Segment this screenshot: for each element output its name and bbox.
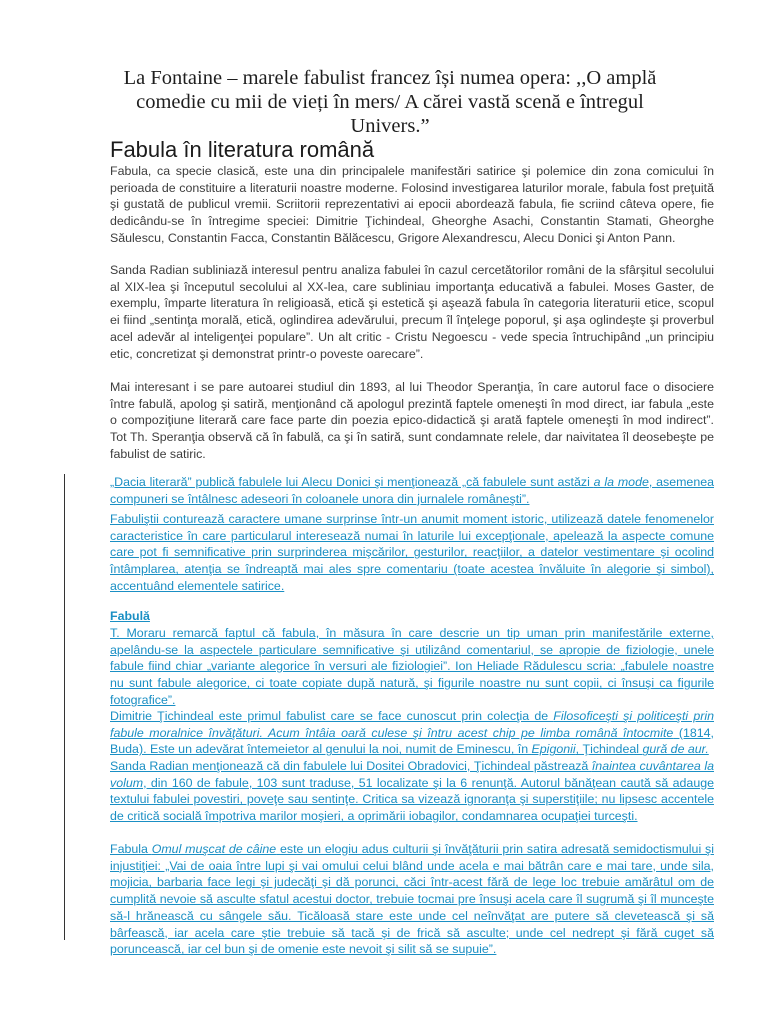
- note-text: Dimitrie Ţichindeal este primul fabulist care se face cunoscut prin colecţia de: [110, 709, 554, 723]
- paragraph-1: Fabula, ca specie clasică, este una din principalele manifestări satirice şi polemice din zona comicului în perioada de constituire a literaturii noastre moderne. Folosind investigarea laturilor morale, fabula fost preţuită şi gustată de publicul vremii. Scriitorii reprezentativi ai epocii abordează fabula, fie scriind câteva opere, fie dedicându-se în întregime speciei: Dimitrie Ţichindeal, Gheorghe Asachi, Constantin Stamati, Gheorghe Săulescu, Constantin Facca, Constantin Bălăcescu, Grigore Alexandrescu, Alecu Donici şi Anton Pann.: [110, 164, 714, 245]
- note-dacia-literara[interactable]: [110, 474, 714, 507]
- note-text: , Ţichindeal: [575, 742, 643, 757]
- note-moraru[interactable]: T. Moraru remarcă faptul că fabula, în măsura în care descrie un tip uman prin manifestările externe, apelându-se la aspectele particulare semnificative şi utilizând comentariul, se apropie de fiziologie, unele fabule fiind chiar „variante alegorice în versuri ale fiziologiei”. Ion Heliade Rădulescu scria: „fabulele noastre nu sunt fabule alegorice, ci toate copiate după natură, şi figurile noastre nu sunt copii, ci însuşi ca figurile fotografice”.: [110, 626, 714, 707]
- note-text: este un elogiu adus culturii şi învăţăturii prin satira adresată semidoctismului şi injustiţiei: „Vai de oaia între lupi şi vai omului celui blând unde acela e mai bătrân care e mai tare, unde sila, mojicia, barbaria face legi şi judecăţi şi dă porunci, căci într-acest fără de lege loc trebuie amărâtul om de cumplită nevoie să asculte sfatul acestui doctor, trebuie tocmai pre însuşi acela care îl sugrumă şi îl munceşte să-l hrănească cu sângele său. Ticăloasă stare este unde cel neînvăţat are putere să clevetească şi să bârfească, iar acela care ştie trebuie să tacă şi de frică să asculte; unde cel nedrept şi fără cuget să poruncească, iar cel bun şi de omenie este nevoit şi silit să se supuie”.: [110, 842, 714, 957]
- note-text: (1814, Buda). Este un adevărat întemeietor al genului la noi, numit de Eminescu, în: [110, 725, 714, 757]
- note-italic: Filosoficeşti şi politiceşti prin fabule moralnice învăţături. Acum întâia oară culese şi întru acest chip pe limba română întocmite: [110, 709, 714, 740]
- note-omul-muscat[interactable]: [110, 841, 714, 958]
- left-margin-rule: [64, 474, 65, 940]
- note-text: , din 160 de fabule, 103 sunt traduse, 51 localizate şi la 6 renunţă. Autorul bănăţean caută să adauge textului fabulei povestiri, poveţe sau sentinţe. Critica sa vizează ignoranţa şi superstiţiile; nu lipsesc accentele de critică socială împotriva marilor moşieri, a oprimării iobagilor, condamnarea ocupaţiei turceşti.: [110, 775, 714, 824]
- subheading-fabula[interactable]: Fabulă: [110, 609, 150, 623]
- note-radian-obradovici[interactable]: [110, 758, 714, 825]
- paragraph-2: Sanda Radian subliniază interesul pentru analiza fabulei în cazul cercetătorilor români de la sfârşitul secolului al XIX-lea şi începutul secolului al XX-lea, care subliniau importanţa educativă a fabulei. Moses Gaster, de exemplu, împarte literatura în religioasă, etică şi estetică şi aşează fabula în categoria literaturii etice, scopul ei fiind „sentinţa morală, etică, oglindirea adevărului, precum îl înţelege poporul, şi aşa oglindeşte şi proverbul acel adevăr al inteligenţei populare”. Un alt critic - Cristu Negoescu - vede specia întruchipând „un principiu etic, concretizat şi demonstrat printr-o poveste oarecare”.: [110, 263, 714, 361]
- linked-notes-section: [64, 474, 724, 957]
- opening-quote: La Fontaine – marele fabulist francez își numea opera: ,,O amplă comedie cu mii de vieți în mers/ A cărei vastă scenă e întregul Univers.”: [123, 67, 657, 137]
- note-italic: a la mode: [593, 475, 649, 489]
- section-heading: Fabula în literatura română: [110, 137, 375, 162]
- note-italic: Omul muşcat de câine: [151, 842, 277, 856]
- note-fabulistii[interactable]: Fabuliştii conturează caractere umane surprinse într-un anumit moment istoric, utilizează datele fenomenelor caracteristice în care particularul interesează numai în laturile lui excepţionale, apelează la aspecte comune care pot fi semnificative prin surprinderea mişcărilor, gesturilor, reacţiilor, a datelor vestimentare şi ocolind întâmplarea, atenţia se îndreaptă mai ales spre comentariu (toate acestea învăluite în alegorie şi simbol), accentuând elementele satirice.: [110, 512, 714, 593]
- paragraph-3: Mai interesant i se pare autoarei studiul din 1893, al lui Theodor Speranţia, în care autorul face o disociere între fabulă, apolog şi satiră, menţionând că apologul prezintă faptele omeneşti în mod direct, iar fabula „este o compoziţiune literară care face parte din poezia epico-didactică şi arată faptele omeneşti în mod indirect”. Tot Th. Speranţia observă că în fabulă, ca şi în satiră, sunt condamnate relele, dar naivitatea îl deosebeşte pe fabulist de satiric.: [110, 380, 714, 461]
- note-italic: Epigonii: [531, 742, 576, 757]
- note-tichindeal[interactable]: [110, 708, 714, 758]
- note-text: , asemenea compuneri se întâlnesc adeseori în coloanele unora din jurnalele româneşti”.: [110, 475, 714, 506]
- note-italic: înaintea cuvântarea la volum: [110, 759, 714, 790]
- note-italic: gură de aur.: [642, 742, 709, 757]
- note-text: „Dacia literară” publică fabulele lui Alecu Donici şi menţionează „că fabulele sunt astăzi: [110, 475, 594, 489]
- note-text: Sanda Radian menţionează că din fabulele lui Dositei Obradovici, Ţichindeal păstrează: [110, 759, 592, 773]
- note-text: Fabula: [110, 842, 152, 856]
